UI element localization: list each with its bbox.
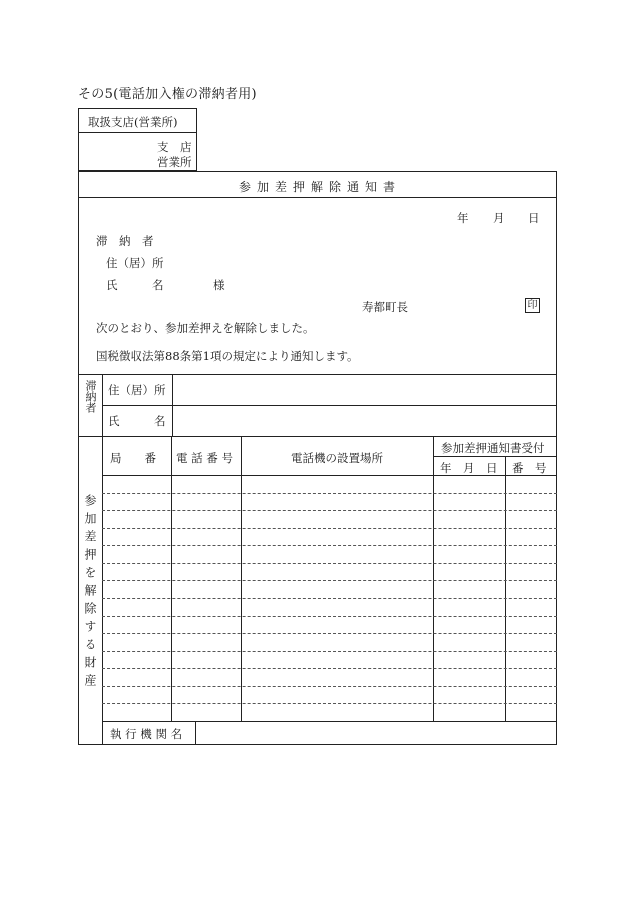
taxpayer-name-label: 氏 名 bbox=[108, 414, 166, 428]
col-office-number: 局 番 bbox=[110, 451, 156, 465]
form-heading: その5(電話加入権の滞納者用) bbox=[78, 87, 257, 102]
office-sales-label: 営業所 bbox=[157, 155, 192, 169]
office-box-header: 取扱支店(営業所) bbox=[88, 115, 178, 129]
honorific-label: 様 bbox=[213, 278, 225, 292]
property-row-divider bbox=[102, 510, 557, 511]
property-row-divider bbox=[102, 703, 557, 704]
agency-row-top bbox=[102, 721, 557, 722]
office-branch-label: 支 店 bbox=[157, 140, 192, 154]
issuer-name: 寿都町長 bbox=[362, 300, 408, 314]
col-divider-1 bbox=[171, 436, 172, 721]
property-row-divider bbox=[102, 616, 557, 617]
notice-body-line1: 次のとおり、参加差押えを解除しました。 bbox=[96, 321, 315, 335]
property-row-divider bbox=[102, 633, 557, 634]
col-divider-2 bbox=[241, 436, 242, 721]
title-divider bbox=[78, 197, 557, 198]
property-row-divider bbox=[102, 598, 557, 599]
property-row-divider bbox=[102, 651, 557, 652]
taxpayer-side-label: 滞納者 bbox=[84, 380, 97, 413]
agency-label-divider bbox=[195, 721, 196, 745]
date-day-label: 日 bbox=[528, 211, 540, 225]
property-side-label: 参加差押を解除する財産 bbox=[83, 494, 97, 692]
taxpayer-address-label: 住（居）所 bbox=[108, 383, 166, 397]
taxpayer-label: 滞 納 者 bbox=[96, 234, 154, 248]
property-side-divider bbox=[102, 436, 103, 745]
notice-body-line2: 国税徴収法第88条第1項の規定により通知します。 bbox=[96, 349, 359, 363]
date-year-label: 年 bbox=[457, 211, 469, 225]
col-install-location: 電話機の設置場所 bbox=[291, 451, 383, 465]
property-section-top bbox=[78, 436, 557, 437]
property-row-divider bbox=[102, 528, 557, 529]
col-divider-4 bbox=[505, 456, 506, 721]
office-box-divider bbox=[78, 132, 197, 133]
col-phone-number: 電 話 番 号 bbox=[176, 451, 233, 465]
date-month-label: 月 bbox=[493, 211, 505, 225]
taxpayer-row-divider bbox=[102, 405, 557, 406]
executing-agency-label: 執 行 機 関 名 bbox=[110, 727, 183, 741]
notice-address-label: 住（居）所 bbox=[106, 256, 164, 270]
col-divider-3 bbox=[433, 436, 434, 721]
seal-stamp-icon: 印 bbox=[525, 298, 540, 313]
property-row-divider bbox=[102, 686, 557, 687]
property-row-divider bbox=[102, 668, 557, 669]
taxpayer-section-top bbox=[78, 374, 557, 375]
property-row-divider bbox=[102, 493, 557, 494]
col-receipt-number: 番 号 bbox=[512, 461, 547, 475]
col-receipt-date: 年 月 日 bbox=[440, 461, 498, 475]
property-row-divider bbox=[102, 563, 557, 564]
col-receipt-group: 参加差押通知書受付 bbox=[441, 441, 545, 455]
notice-title: 参加差押解除通知書 bbox=[239, 180, 402, 194]
notice-name-label: 氏 名 bbox=[106, 278, 164, 292]
property-row-divider bbox=[102, 580, 557, 581]
property-row-divider bbox=[102, 545, 557, 546]
receipt-group-divider bbox=[433, 456, 557, 457]
